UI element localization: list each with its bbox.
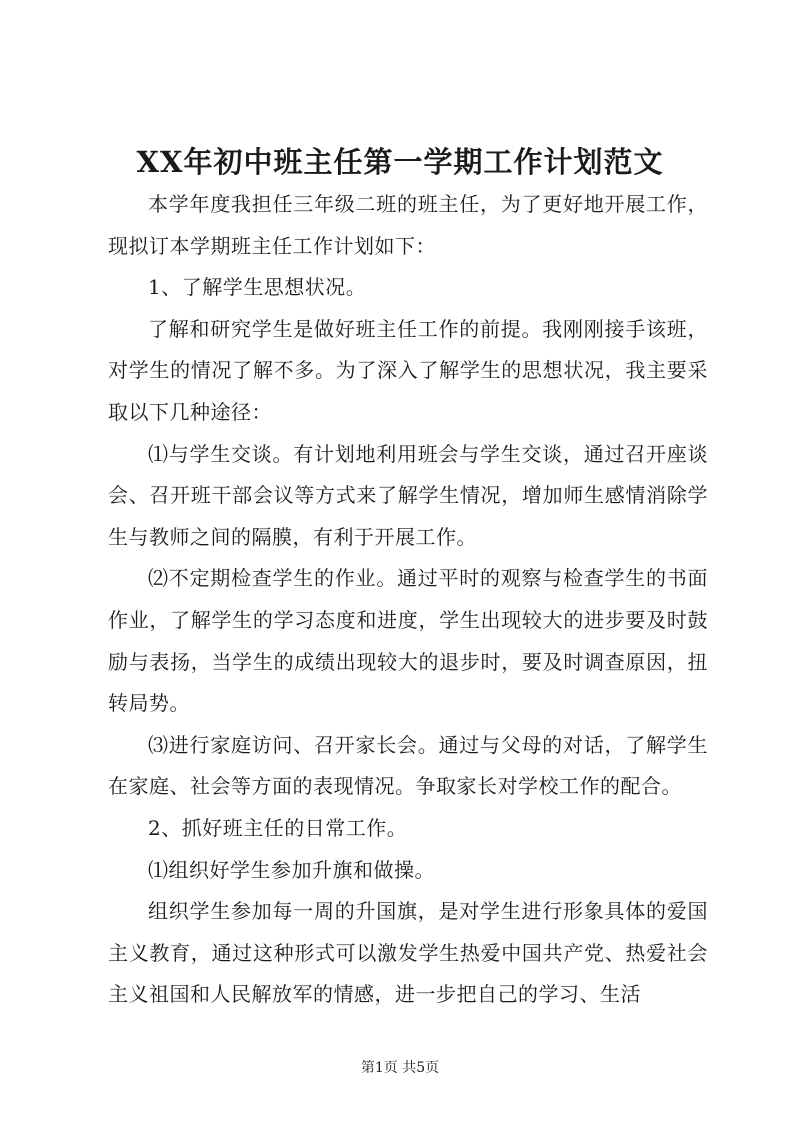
document-body (108, 184, 708, 1016)
paragraph-intro: 本学年度我担任三年级二班的班主任，为了更好地开展工作，现拟订本学期班主任工作计划如下： (108, 192, 708, 258)
page-footer: 第1页 共5页 (360, 1060, 440, 1076)
list-item: ⑵不定期检查学生的作业。通过平时的观察与检查学生的书面作业，了解学生的学习态度和进度，学生出现较大的进步要及时鼓励与表扬，当学生的成绩出现较大的退步时，要及时调查原因，扭转局势。 (108, 566, 708, 716)
section-heading-2: 2、抓好班主任的日常工作。 (148, 815, 408, 840)
section-heading-1: 1、了解学生思想状况。 (148, 275, 367, 300)
paragraph: 了解和研究学生是做好班主任工作的前提。我刚刚接手该班，对学生的情况了解不多。为了深入了解学生的思想状况，我主要采取以下几种途径： (108, 316, 708, 424)
list-item: ⑴组织好学生参加升旗和做操。 (148, 857, 435, 882)
list-item: ⑴与学生交谈。有计划地利用班会与学生交谈，通过召开座谈会、召开班干部会议等方式来了解学生情况，增加师生感情消除学生与教师之间的隔膜，有利于开展工作。 (108, 441, 708, 549)
document-title: XX年初中班主任第一学期工作计划范文 (136, 145, 664, 179)
list-item: ⑶进行家庭访问、召开家长会。通过与父母的对话，了解学生在家庭、社会等方面的表现情况。争取家长对学校工作的配合。 (108, 732, 708, 799)
paragraph: 组织学生参加每一周的升国旗，是对学生进行形象具体的爱国主义教育，通过这种形式可以激发学生热爱中国共产党、热爱社会主义祖国和人民解放军的情感，进一步把自己的学习、生活 (108, 899, 708, 1007)
